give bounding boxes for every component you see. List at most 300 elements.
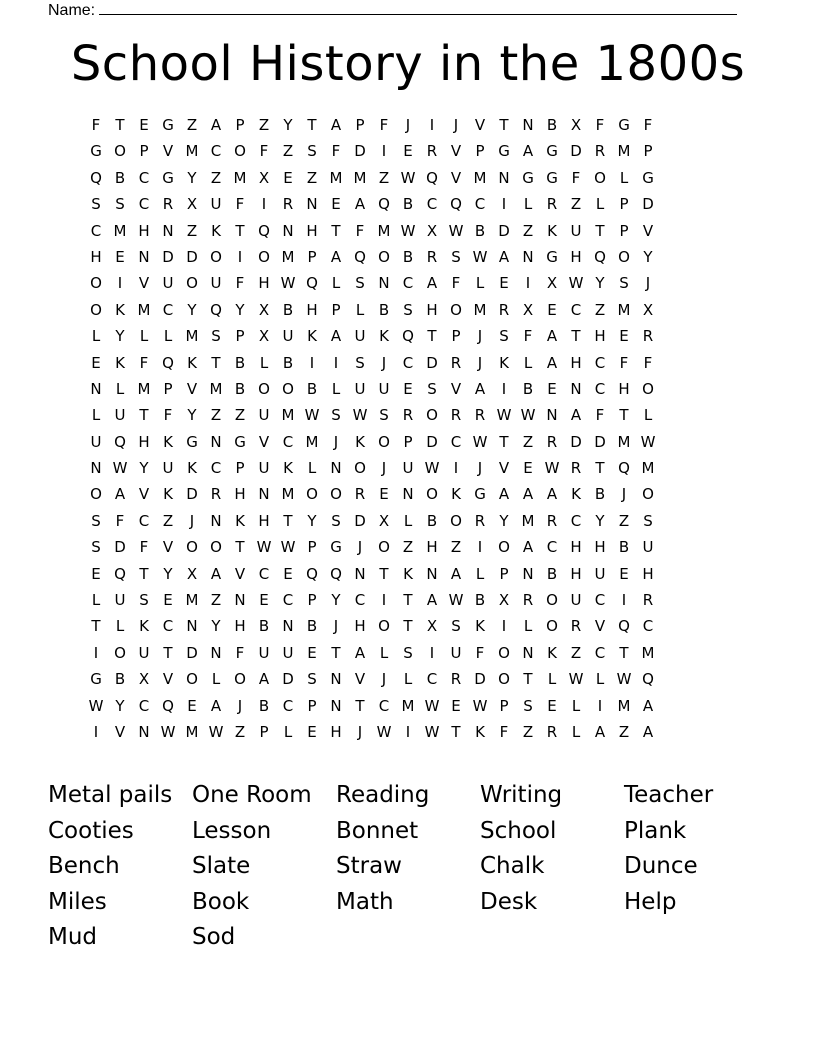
grid-letter[interactable]: Y <box>115 696 125 715</box>
grid-letter[interactable]: Z <box>162 511 174 530</box>
grid-letter[interactable]: P <box>403 432 413 451</box>
grid-letter[interactable]: J <box>477 459 483 478</box>
grid-letter[interactable]: Q <box>162 353 174 372</box>
grid-letter[interactable]: R <box>546 195 558 214</box>
grid-letter[interactable]: A <box>258 670 270 689</box>
grid-letter[interactable]: M <box>401 696 415 715</box>
grid-letter[interactable]: N <box>90 459 102 478</box>
grid-letter[interactable]: J <box>621 485 627 504</box>
grid-letter[interactable]: V <box>138 274 150 293</box>
grid-letter[interactable]: B <box>234 353 246 372</box>
grid-letter[interactable]: S <box>355 353 365 372</box>
grid-letter[interactable]: U <box>138 643 150 662</box>
grid-letter[interactable]: O <box>90 300 102 319</box>
grid-letter[interactable]: K <box>499 353 509 372</box>
grid-letter[interactable]: I <box>501 195 507 214</box>
grid-letter[interactable]: T <box>139 564 149 583</box>
grid-letter[interactable]: N <box>330 670 342 689</box>
grid-letter[interactable]: S <box>403 300 413 319</box>
grid-letter[interactable]: Q <box>258 221 270 240</box>
grid-letter[interactable]: V <box>138 485 150 504</box>
grid-letter[interactable]: Z <box>234 722 246 741</box>
grid-letter[interactable]: B <box>234 379 246 398</box>
grid-letter[interactable]: L <box>331 274 341 293</box>
grid-letter[interactable]: Z <box>234 406 246 425</box>
grid-letter[interactable]: N <box>138 722 150 741</box>
grid-letter[interactable]: H <box>642 564 654 583</box>
grid-letter[interactable]: A <box>426 591 438 610</box>
grid-letter[interactable]: V <box>162 670 174 689</box>
grid-letter[interactable]: E <box>139 116 149 134</box>
grid-letter[interactable]: A <box>522 142 534 161</box>
grid-letter[interactable]: L <box>403 670 413 689</box>
grid-letter[interactable]: K <box>163 432 173 451</box>
grid-letter[interactable]: F <box>619 353 629 372</box>
grid-letter[interactable]: M <box>617 300 631 319</box>
grid-letter[interactable]: R <box>642 327 654 346</box>
grid-letter[interactable]: W <box>280 274 296 293</box>
grid-letter[interactable]: F <box>643 353 653 372</box>
grid-letter[interactable]: D <box>498 221 510 240</box>
grid-letter[interactable]: E <box>523 459 533 478</box>
grid-letter[interactable]: E <box>619 327 629 346</box>
grid-letter[interactable]: R <box>570 459 582 478</box>
grid-letter[interactable]: H <box>138 432 150 451</box>
grid-letter[interactable]: K <box>403 564 413 583</box>
grid-letter[interactable]: L <box>115 379 125 398</box>
grid-letter[interactable]: H <box>426 300 438 319</box>
grid-letter[interactable]: U <box>258 406 270 425</box>
grid-letter[interactable]: M <box>137 300 151 319</box>
grid-letter[interactable]: S <box>451 617 461 636</box>
grid-letter[interactable]: T <box>403 617 413 636</box>
grid-letter[interactable]: P <box>499 564 509 583</box>
grid-letter[interactable]: O <box>546 591 558 610</box>
grid-letter[interactable]: N <box>234 591 246 610</box>
grid-letter[interactable]: S <box>115 195 125 214</box>
grid-letter[interactable]: F <box>235 274 245 293</box>
grid-letter[interactable]: B <box>258 696 270 715</box>
grid-letter[interactable]: C <box>594 379 606 398</box>
grid-letter[interactable]: H <box>330 722 342 741</box>
grid-letter[interactable]: F <box>139 538 149 557</box>
grid-letter[interactable]: O <box>306 485 318 504</box>
grid-letter[interactable]: X <box>546 274 558 293</box>
grid-letter[interactable]: T <box>403 591 413 610</box>
grid-letter[interactable]: T <box>595 459 605 478</box>
grid-letter[interactable]: M <box>233 168 247 187</box>
grid-letter[interactable]: C <box>282 696 294 715</box>
grid-letter[interactable]: D <box>426 353 438 372</box>
grid-letter[interactable]: J <box>453 116 459 134</box>
grid-letter[interactable]: L <box>547 670 557 689</box>
grid-letter[interactable]: M <box>641 643 655 662</box>
grid-letter[interactable]: F <box>475 643 485 662</box>
grid-letter[interactable]: R <box>546 722 558 741</box>
grid-letter[interactable]: S <box>523 696 533 715</box>
grid-letter[interactable]: N <box>282 221 294 240</box>
grid-letter[interactable]: E <box>547 379 557 398</box>
grid-letter[interactable]: A <box>210 116 222 134</box>
grid-letter[interactable]: J <box>381 459 387 478</box>
grid-letter[interactable]: I <box>333 353 339 372</box>
grid-letter[interactable]: T <box>595 221 605 240</box>
grid-letter[interactable]: F <box>595 406 605 425</box>
grid-letter[interactable]: Q <box>114 432 126 451</box>
grid-letter[interactable]: B <box>474 221 486 240</box>
grid-letter[interactable]: T <box>211 353 221 372</box>
grid-letter[interactable]: V <box>498 459 510 478</box>
grid-letter[interactable]: F <box>259 142 269 161</box>
grid-letter[interactable]: Q <box>162 696 174 715</box>
grid-letter[interactable]: Q <box>450 195 462 214</box>
grid-letter[interactable]: K <box>283 459 293 478</box>
grid-letter[interactable]: Y <box>163 564 173 583</box>
grid-letter[interactable]: L <box>91 406 101 425</box>
grid-letter[interactable]: B <box>618 538 630 557</box>
grid-letter[interactable]: I <box>429 643 435 662</box>
grid-letter[interactable]: P <box>355 116 365 134</box>
grid-letter[interactable]: Y <box>499 511 509 530</box>
grid-letter[interactable]: W <box>112 459 128 478</box>
grid-letter[interactable]: Y <box>235 300 245 319</box>
grid-letter[interactable]: C <box>450 432 462 451</box>
grid-letter[interactable]: R <box>354 485 366 504</box>
grid-letter[interactable]: U <box>378 379 390 398</box>
grid-letter[interactable]: Y <box>331 591 341 610</box>
grid-letter[interactable]: X <box>258 168 270 187</box>
grid-letter[interactable]: J <box>477 327 483 346</box>
grid-letter[interactable]: B <box>594 485 606 504</box>
grid-letter[interactable]: E <box>91 353 101 372</box>
grid-letter[interactable]: Y <box>139 459 149 478</box>
grid-letter[interactable]: M <box>305 432 319 451</box>
grid-letter[interactable]: F <box>571 168 581 187</box>
grid-letter[interactable]: W <box>424 459 440 478</box>
grid-letter[interactable]: L <box>139 327 149 346</box>
grid-letter[interactable]: X <box>642 300 654 319</box>
grid-letter[interactable]: N <box>330 696 342 715</box>
grid-letter[interactable]: K <box>547 221 557 240</box>
grid-letter[interactable]: N <box>162 221 174 240</box>
grid-letter[interactable]: N <box>426 564 438 583</box>
grid-letter[interactable]: L <box>259 353 269 372</box>
grid-letter[interactable]: O <box>378 247 390 266</box>
grid-letter[interactable]: M <box>185 591 199 610</box>
grid-letter[interactable]: N <box>378 274 390 293</box>
grid-letter[interactable]: P <box>139 142 149 161</box>
grid-letter[interactable]: Y <box>211 617 221 636</box>
grid-letter[interactable]: W <box>400 168 416 187</box>
grid-letter[interactable]: J <box>237 696 243 715</box>
grid-letter[interactable]: A <box>114 485 126 504</box>
grid-letter[interactable]: E <box>499 274 509 293</box>
grid-letter[interactable]: N <box>522 116 534 134</box>
grid-letter[interactable]: L <box>523 195 533 214</box>
grid-letter[interactable]: C <box>570 511 582 530</box>
grid-letter[interactable]: Z <box>186 116 198 134</box>
grid-letter[interactable]: P <box>307 538 317 557</box>
grid-letter[interactable]: O <box>210 538 222 557</box>
grid-letter[interactable]: O <box>282 379 294 398</box>
grid-letter[interactable]: P <box>235 327 245 346</box>
grid-letter[interactable]: S <box>403 643 413 662</box>
grid-letter[interactable]: P <box>235 116 245 134</box>
grid-letter[interactable]: H <box>570 564 582 583</box>
grid-letter[interactable]: D <box>594 432 606 451</box>
grid-letter[interactable]: W <box>160 722 176 741</box>
grid-letter[interactable]: V <box>594 617 606 636</box>
grid-letter[interactable]: V <box>642 221 654 240</box>
grid-letter[interactable]: U <box>354 379 366 398</box>
grid-letter[interactable]: U <box>114 406 126 425</box>
grid-letter[interactable]: Z <box>618 722 630 741</box>
grid-letter[interactable]: N <box>282 617 294 636</box>
grid-letter[interactable]: G <box>642 168 654 187</box>
grid-letter[interactable]: C <box>378 696 390 715</box>
grid-letter[interactable]: M <box>617 142 631 161</box>
grid-letter[interactable]: J <box>333 617 339 636</box>
grid-letter[interactable]: O <box>450 511 462 530</box>
grid-letter[interactable]: O <box>594 168 606 187</box>
grid-letter[interactable]: I <box>93 643 99 662</box>
grid-letter[interactable]: D <box>186 485 198 504</box>
grid-letter[interactable]: C <box>570 300 582 319</box>
grid-letter[interactable]: T <box>499 116 509 134</box>
grid-letter[interactable]: B <box>282 300 294 319</box>
grid-letter[interactable]: G <box>90 670 102 689</box>
grid-letter[interactable]: M <box>329 168 343 187</box>
grid-letter[interactable]: O <box>618 247 630 266</box>
grid-letter[interactable]: W <box>496 406 512 425</box>
grid-letter[interactable]: Q <box>402 327 414 346</box>
grid-letter[interactable]: R <box>546 511 558 530</box>
grid-letter[interactable]: V <box>114 722 126 741</box>
grid-letter[interactable]: C <box>426 195 438 214</box>
grid-letter[interactable]: I <box>261 195 267 214</box>
grid-letter[interactable]: E <box>307 722 317 741</box>
grid-letter[interactable]: O <box>186 670 198 689</box>
grid-letter[interactable]: A <box>330 247 342 266</box>
grid-letter[interactable]: W <box>400 221 416 240</box>
grid-letter[interactable]: A <box>354 195 366 214</box>
grid-letter[interactable]: M <box>377 221 391 240</box>
grid-letter[interactable]: D <box>570 142 582 161</box>
grid-letter[interactable]: W <box>208 722 224 741</box>
grid-letter[interactable]: C <box>162 300 174 319</box>
grid-letter[interactable]: I <box>93 722 99 741</box>
grid-letter[interactable]: N <box>570 379 582 398</box>
grid-letter[interactable]: S <box>307 142 317 161</box>
grid-letter[interactable]: Q <box>642 670 654 689</box>
grid-letter[interactable]: Z <box>210 168 222 187</box>
grid-letter[interactable]: G <box>162 116 174 134</box>
grid-letter[interactable]: X <box>186 195 198 214</box>
grid-letter[interactable]: T <box>91 617 101 636</box>
grid-letter[interactable]: C <box>138 511 150 530</box>
grid-letter[interactable]: R <box>570 617 582 636</box>
grid-letter[interactable]: J <box>333 432 339 451</box>
grid-letter[interactable]: T <box>115 116 125 134</box>
grid-letter[interactable]: L <box>571 696 581 715</box>
grid-letter[interactable]: V <box>162 142 174 161</box>
grid-letter[interactable]: I <box>477 538 483 557</box>
grid-letter[interactable]: C <box>642 617 654 636</box>
grid-letter[interactable]: B <box>546 116 558 134</box>
grid-letter[interactable]: C <box>594 353 606 372</box>
grid-letter[interactable]: W <box>640 432 656 451</box>
grid-letter[interactable]: R <box>522 591 534 610</box>
grid-letter[interactable]: Z <box>186 221 198 240</box>
grid-letter[interactable]: U <box>642 538 654 557</box>
grid-letter[interactable]: K <box>115 300 125 319</box>
grid-letter[interactable]: I <box>453 459 459 478</box>
grid-letter[interactable]: K <box>115 353 125 372</box>
grid-letter[interactable]: L <box>523 617 533 636</box>
grid-letter[interactable]: M <box>185 142 199 161</box>
grid-letter[interactable]: N <box>210 432 222 451</box>
grid-letter[interactable]: E <box>283 564 293 583</box>
grid-letter[interactable]: K <box>235 511 245 530</box>
grid-letter[interactable]: C <box>162 617 174 636</box>
grid-letter[interactable]: O <box>234 670 246 689</box>
grid-letter[interactable]: P <box>619 221 629 240</box>
grid-letter[interactable]: U <box>282 327 294 346</box>
grid-letter[interactable]: S <box>331 511 341 530</box>
grid-letter[interactable]: K <box>547 643 557 662</box>
grid-letter[interactable]: W <box>352 406 368 425</box>
grid-letter[interactable]: Z <box>402 538 414 557</box>
grid-letter[interactable]: Q <box>306 274 318 293</box>
grid-letter[interactable]: B <box>306 379 318 398</box>
grid-letter[interactable]: P <box>307 696 317 715</box>
grid-letter[interactable]: N <box>90 379 102 398</box>
grid-letter[interactable]: C <box>210 142 222 161</box>
grid-letter[interactable]: A <box>426 274 438 293</box>
grid-letter[interactable]: P <box>643 142 653 161</box>
grid-letter[interactable]: Z <box>210 406 222 425</box>
grid-letter[interactable]: B <box>474 591 486 610</box>
grid-letter[interactable]: C <box>402 353 414 372</box>
grid-letter[interactable]: W <box>472 432 488 451</box>
grid-letter[interactable]: S <box>91 538 101 557</box>
grid-letter[interactable]: D <box>282 670 294 689</box>
grid-letter[interactable]: A <box>354 643 366 662</box>
grid-letter[interactable]: P <box>163 379 173 398</box>
grid-letter[interactable]: R <box>594 142 606 161</box>
grid-letter[interactable]: Z <box>282 142 294 161</box>
grid-letter[interactable]: R <box>474 406 486 425</box>
grid-letter[interactable]: X <box>138 670 150 689</box>
grid-letter[interactable]: I <box>501 379 507 398</box>
grid-letter[interactable]: A <box>522 538 534 557</box>
grid-letter[interactable]: C <box>138 168 150 187</box>
grid-letter[interactable]: H <box>234 617 246 636</box>
grid-letter[interactable]: J <box>381 353 387 372</box>
grid-letter[interactable]: U <box>90 432 102 451</box>
grid-letter[interactable]: J <box>189 511 195 530</box>
grid-letter[interactable]: W <box>376 722 392 741</box>
grid-letter[interactable]: H <box>234 485 246 504</box>
grid-letter[interactable]: R <box>450 353 462 372</box>
grid-letter[interactable]: F <box>331 142 341 161</box>
grid-letter[interactable]: N <box>354 564 366 583</box>
grid-letter[interactable]: L <box>619 168 629 187</box>
grid-letter[interactable]: E <box>403 379 413 398</box>
grid-letter[interactable]: V <box>162 538 174 557</box>
grid-letter[interactable]: C <box>594 643 606 662</box>
grid-letter[interactable]: Z <box>522 221 534 240</box>
grid-letter[interactable]: T <box>451 722 461 741</box>
grid-letter[interactable]: N <box>258 485 270 504</box>
grid-letter[interactable]: U <box>282 643 294 662</box>
grid-letter[interactable]: K <box>571 485 581 504</box>
grid-letter[interactable]: J <box>357 722 363 741</box>
grid-letter[interactable]: N <box>522 247 534 266</box>
grid-letter[interactable]: L <box>163 327 173 346</box>
grid-letter[interactable]: X <box>426 221 438 240</box>
grid-letter[interactable]: A <box>642 722 654 741</box>
grid-letter[interactable]: I <box>501 617 507 636</box>
grid-letter[interactable]: F <box>163 406 173 425</box>
grid-letter[interactable]: Q <box>618 459 630 478</box>
grid-letter[interactable]: F <box>643 116 653 134</box>
grid-letter[interactable]: E <box>547 696 557 715</box>
grid-letter[interactable]: W <box>448 221 464 240</box>
grid-letter[interactable]: D <box>426 432 438 451</box>
grid-letter[interactable]: E <box>331 195 341 214</box>
grid-letter[interactable]: M <box>209 379 223 398</box>
grid-letter[interactable]: T <box>163 643 173 662</box>
grid-letter[interactable]: S <box>211 327 221 346</box>
grid-letter[interactable]: Z <box>570 643 582 662</box>
grid-letter[interactable]: H <box>306 221 318 240</box>
grid-letter[interactable]: D <box>354 142 366 161</box>
grid-letter[interactable]: H <box>570 353 582 372</box>
grid-letter[interactable]: V <box>354 670 366 689</box>
grid-letter[interactable]: L <box>379 643 389 662</box>
grid-letter[interactable]: Y <box>307 511 317 530</box>
name-blank[interactable] <box>99 0 737 15</box>
grid-letter[interactable]: Q <box>594 247 606 266</box>
grid-letter[interactable]: G <box>474 485 486 504</box>
grid-letter[interactable]: O <box>354 459 366 478</box>
grid-letter[interactable]: E <box>283 168 293 187</box>
grid-letter[interactable]: O <box>186 274 198 293</box>
grid-letter[interactable]: M <box>137 379 151 398</box>
grid-letter[interactable]: O <box>426 406 438 425</box>
grid-letter[interactable]: G <box>234 432 246 451</box>
grid-letter[interactable]: B <box>114 168 126 187</box>
grid-letter[interactable]: Q <box>330 564 342 583</box>
grid-letter[interactable]: F <box>235 195 245 214</box>
grid-letter[interactable]: Q <box>90 168 102 187</box>
grid-letter[interactable]: E <box>403 142 413 161</box>
grid-letter[interactable]: A <box>330 116 342 134</box>
grid-letter[interactable]: H <box>90 247 102 266</box>
grid-letter[interactable]: O <box>258 379 270 398</box>
grid-letter[interactable]: O <box>234 142 246 161</box>
grid-letter[interactable]: Y <box>115 327 125 346</box>
grid-letter[interactable]: R <box>162 195 174 214</box>
grid-letter[interactable]: B <box>402 195 414 214</box>
grid-letter[interactable]: L <box>115 617 125 636</box>
grid-letter[interactable]: I <box>405 722 411 741</box>
grid-letter[interactable]: M <box>185 722 199 741</box>
grid-letter[interactable]: Z <box>210 591 222 610</box>
grid-letter[interactable]: M <box>521 511 535 530</box>
grid-letter[interactable]: T <box>355 696 365 715</box>
